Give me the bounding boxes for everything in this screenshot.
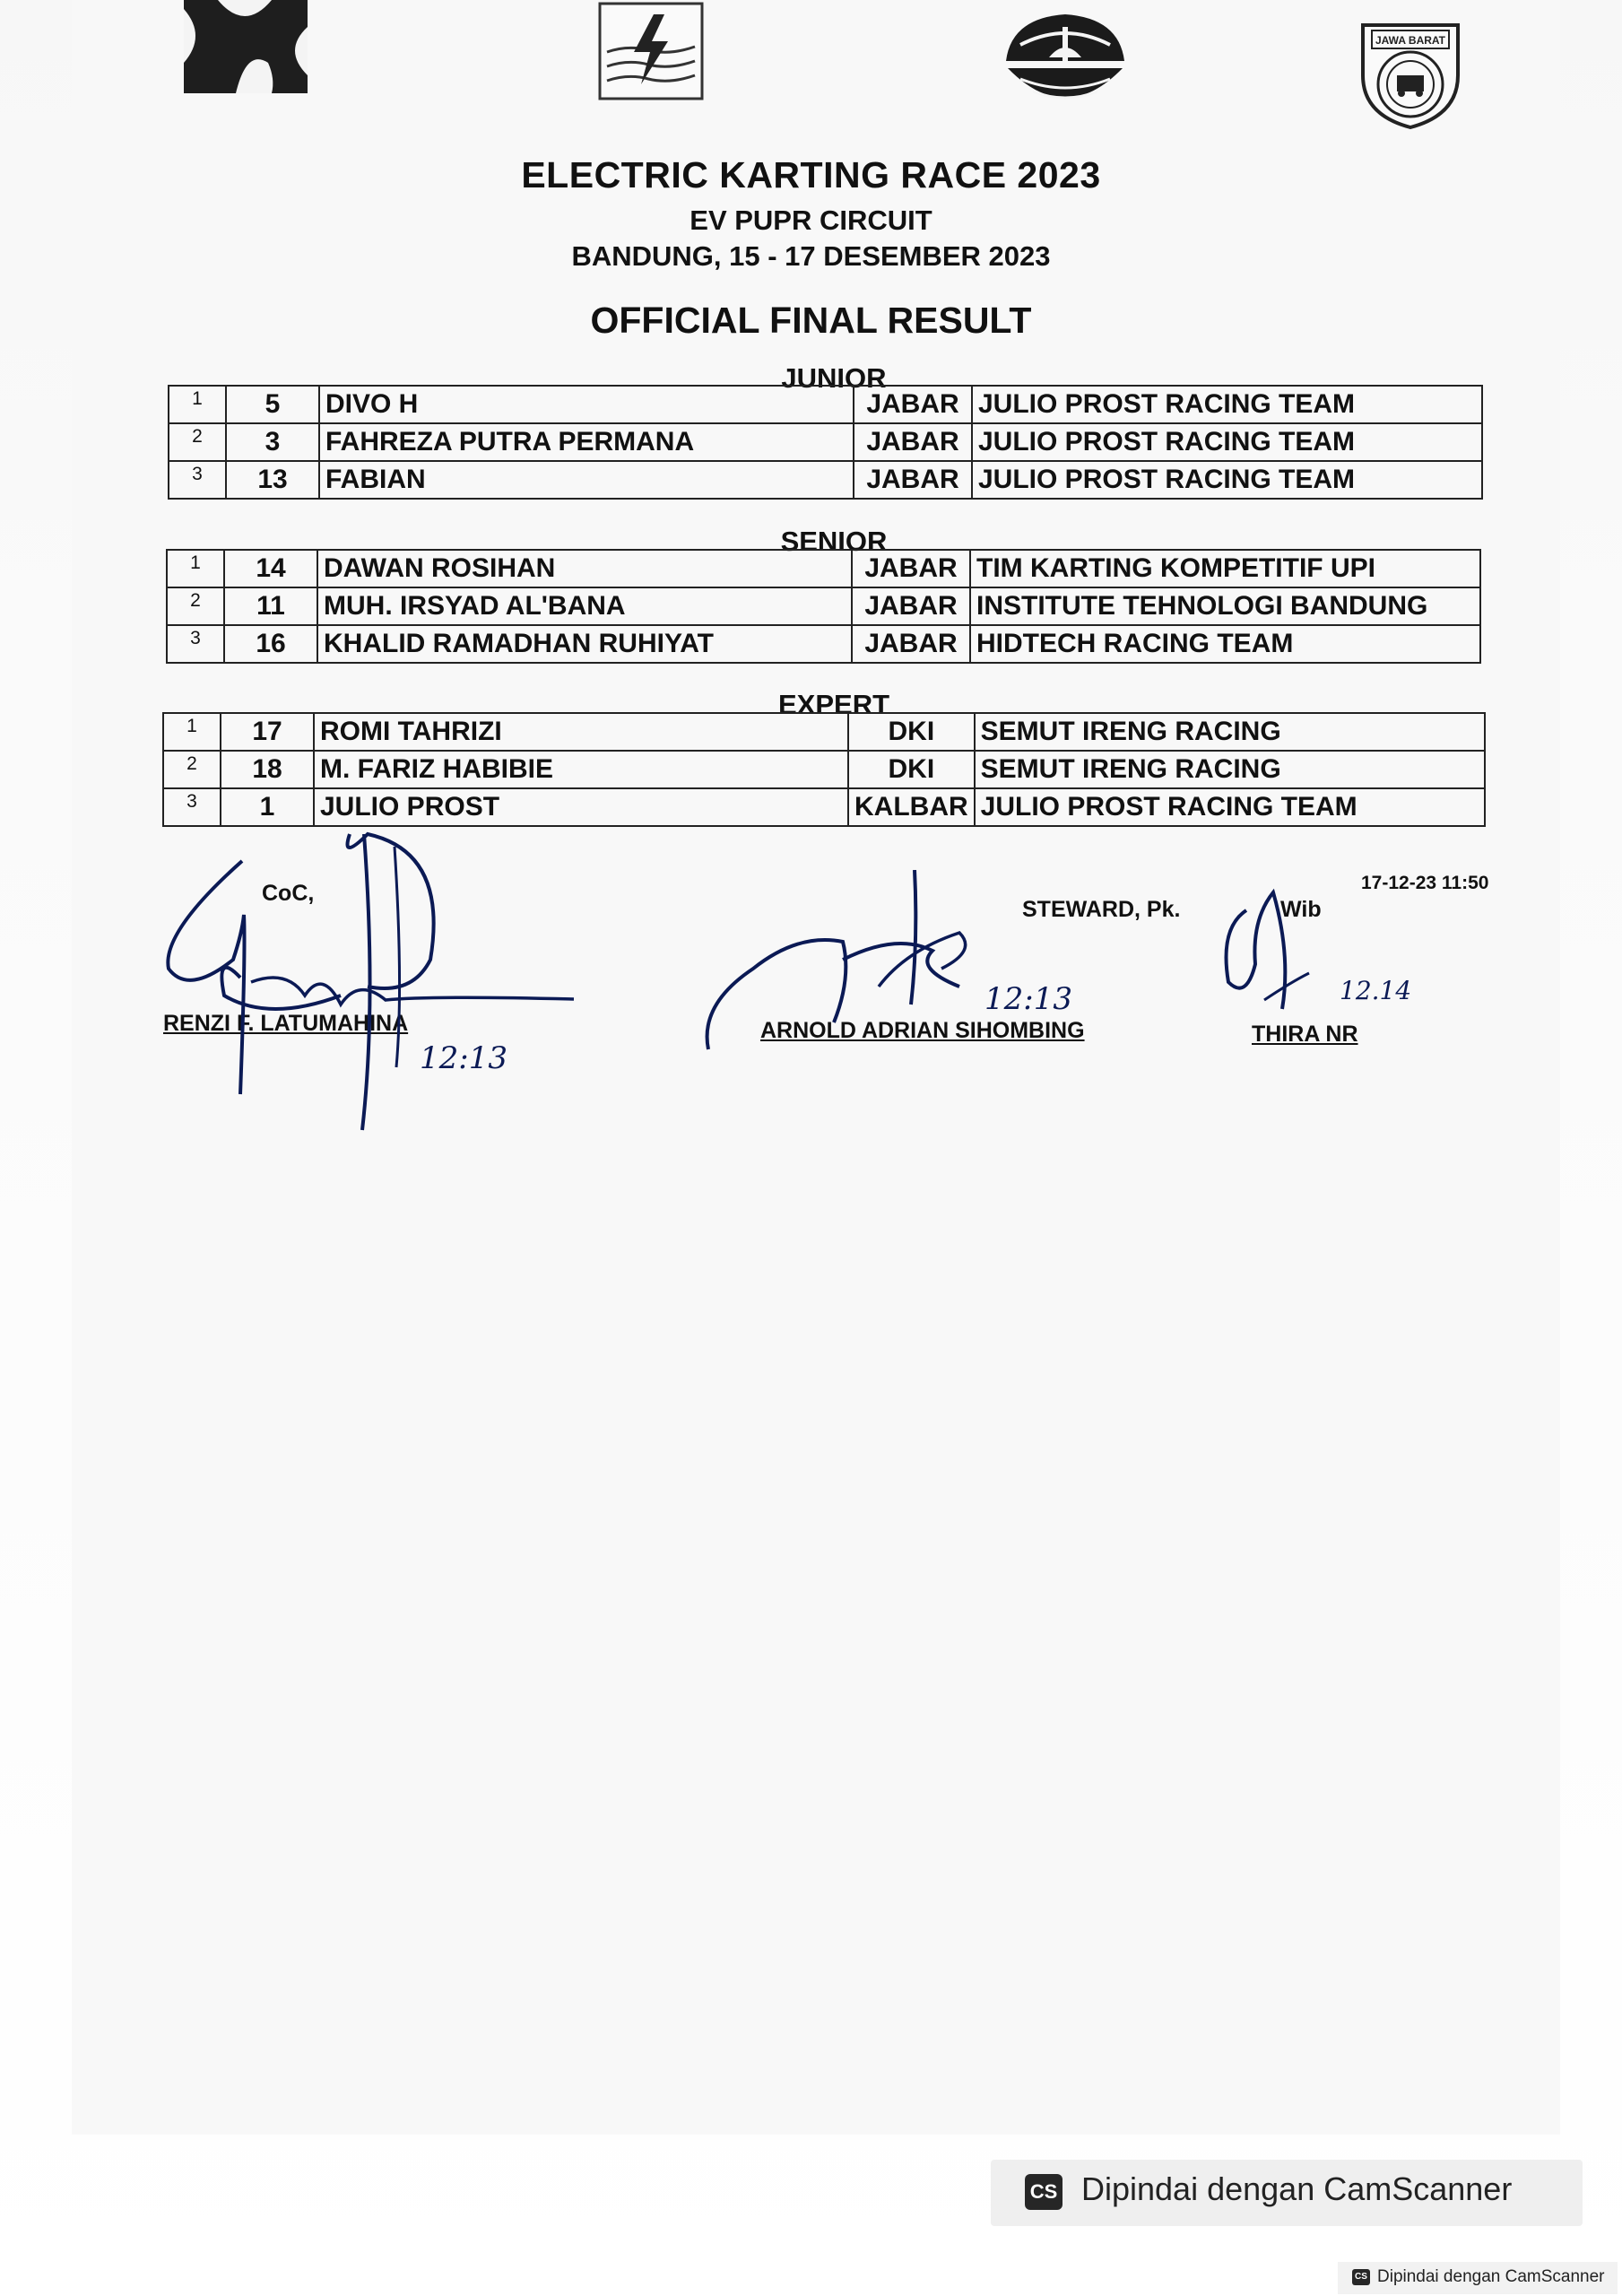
kart-number-cell: 13 (226, 461, 319, 499)
province-cell: JABAR (854, 423, 972, 461)
kart-number-cell: 14 (224, 550, 317, 587)
cs-icon: CS (1025, 2174, 1063, 2210)
driver-name-cell: ROMI TAHRIZI (314, 713, 848, 751)
driver-name-cell: MUH. IRSYAD AL'BANA (317, 587, 852, 625)
table-row (163, 788, 1485, 826)
kart-number-cell: 11 (224, 587, 317, 625)
province-cell: JABAR (852, 625, 970, 663)
steward2-handwritten-time: 12.14 (1340, 976, 1412, 1005)
team-cell: INSTITUTE TEHNOLOGI BANDUNG (970, 587, 1480, 625)
driver-name-cell: KHALID RAMADHAN RUHIYAT (317, 625, 852, 663)
results-table-expert (162, 712, 1486, 827)
province-cell: DKI (848, 751, 975, 788)
coc-name: RENZI F. LATUMAHINA (163, 1011, 409, 1036)
position-cell: 3 (163, 788, 221, 826)
steward1-handwritten-time: 12:13 (984, 981, 1072, 1017)
results-table-junior (168, 385, 1483, 500)
province-cell: KALBAR (848, 788, 975, 826)
table-row (167, 550, 1480, 587)
kart-number-cell: 17 (221, 713, 314, 751)
position-cell: 3 (167, 625, 224, 663)
team-cell: SEMUT IRENG RACING (975, 751, 1485, 788)
team-cell: JULIO PROST RACING TEAM (972, 386, 1482, 423)
location-date: BANDUNG, 15 - 17 DESEMBER 2023 (571, 240, 1051, 272)
driver-name-cell: FAHREZA PUTRA PERMANA (319, 423, 854, 461)
steward1-name: ARNOLD ADRIAN SIHOMBING (760, 1018, 1085, 1043)
coc-signature (161, 825, 592, 1139)
team-cell: JULIO PROST RACING TEAM (975, 788, 1485, 826)
team-cell: JULIO PROST RACING TEAM (972, 423, 1482, 461)
kart-number-cell: 1 (221, 788, 314, 826)
kart-number-cell: 5 (226, 386, 319, 423)
driver-name-cell: DIVO H (319, 386, 854, 423)
position-cell: 2 (163, 751, 221, 788)
team-cell: SEMUT IRENG RACING (975, 713, 1485, 751)
team-cell: JULIO PROST RACING TEAM (972, 461, 1482, 499)
results-table-senior (166, 549, 1481, 664)
table-row (167, 625, 1480, 663)
steward2-name: THIRA NR (1252, 1022, 1358, 1047)
table-row (167, 587, 1480, 625)
imi-seal-text: JAWA BARAT (1375, 34, 1445, 47)
position-cell: 1 (163, 713, 221, 751)
category-title: SENIOR (780, 526, 888, 557)
province-cell: JABAR (852, 587, 970, 625)
steward-wib-label: Wib (1280, 897, 1322, 922)
province-cell: JABAR (852, 550, 970, 587)
driver-name-cell: FABIAN (319, 461, 854, 499)
driver-name-cell: M. FARIZ HABIBIE (314, 751, 848, 788)
steward1-signature (699, 870, 995, 1067)
cs-small-icon: CS (1352, 2269, 1370, 2285)
kart-number-cell: 3 (226, 423, 319, 461)
position-cell: 2 (169, 423, 226, 461)
table-row (169, 461, 1482, 499)
steward-label: STEWARD, Pk. (1022, 897, 1181, 922)
position-cell: 3 (169, 461, 226, 499)
team-cell: TIM KARTING KOMPETITIF UPI (970, 550, 1480, 587)
imi-jawa-barat-logo (1354, 18, 1467, 131)
driver-name-cell: JULIO PROST (314, 788, 848, 826)
kart-number-cell: 18 (221, 751, 314, 788)
timestamp: 17-12-23 11:50 (1361, 873, 1489, 893)
camscanner-text: Dipindai dengan CamScanner (1081, 2170, 1513, 2207)
coc-handwritten-time: 12:13 (420, 1040, 507, 1076)
driver-name-cell: DAWAN ROSIHAN (317, 550, 852, 587)
table-row (163, 751, 1485, 788)
lightning-logo (598, 2, 704, 100)
province-cell: JABAR (854, 386, 972, 423)
document-title: OFFICIAL FINAL RESULT (590, 300, 1032, 341)
venue: EV PUPR CIRCUIT (690, 204, 932, 236)
table-row (163, 713, 1485, 751)
steward2-signature (1219, 883, 1345, 1018)
province-cell: JABAR (854, 461, 972, 499)
team-cell: HIDTECH RACING TEAM (970, 625, 1480, 663)
position-cell: 1 (167, 550, 224, 587)
pupr-emblem-logo (1002, 11, 1128, 117)
kart-number-cell: 16 (224, 625, 317, 663)
position-cell: 2 (167, 587, 224, 625)
province-cell: DKI (848, 713, 975, 751)
table-row (169, 423, 1482, 461)
event-title: ELECTRIC KARTING RACE 2023 (521, 154, 1101, 196)
category-title: EXPERT (777, 689, 890, 720)
table-row (169, 386, 1482, 423)
pu-logo (182, 0, 309, 95)
category-title: JUNIOR (781, 362, 887, 394)
coc-label: CoC, (262, 881, 315, 906)
camscanner-small-text: Dipindai dengan CamScanner (1377, 2267, 1605, 2286)
position-cell: 1 (169, 386, 226, 423)
